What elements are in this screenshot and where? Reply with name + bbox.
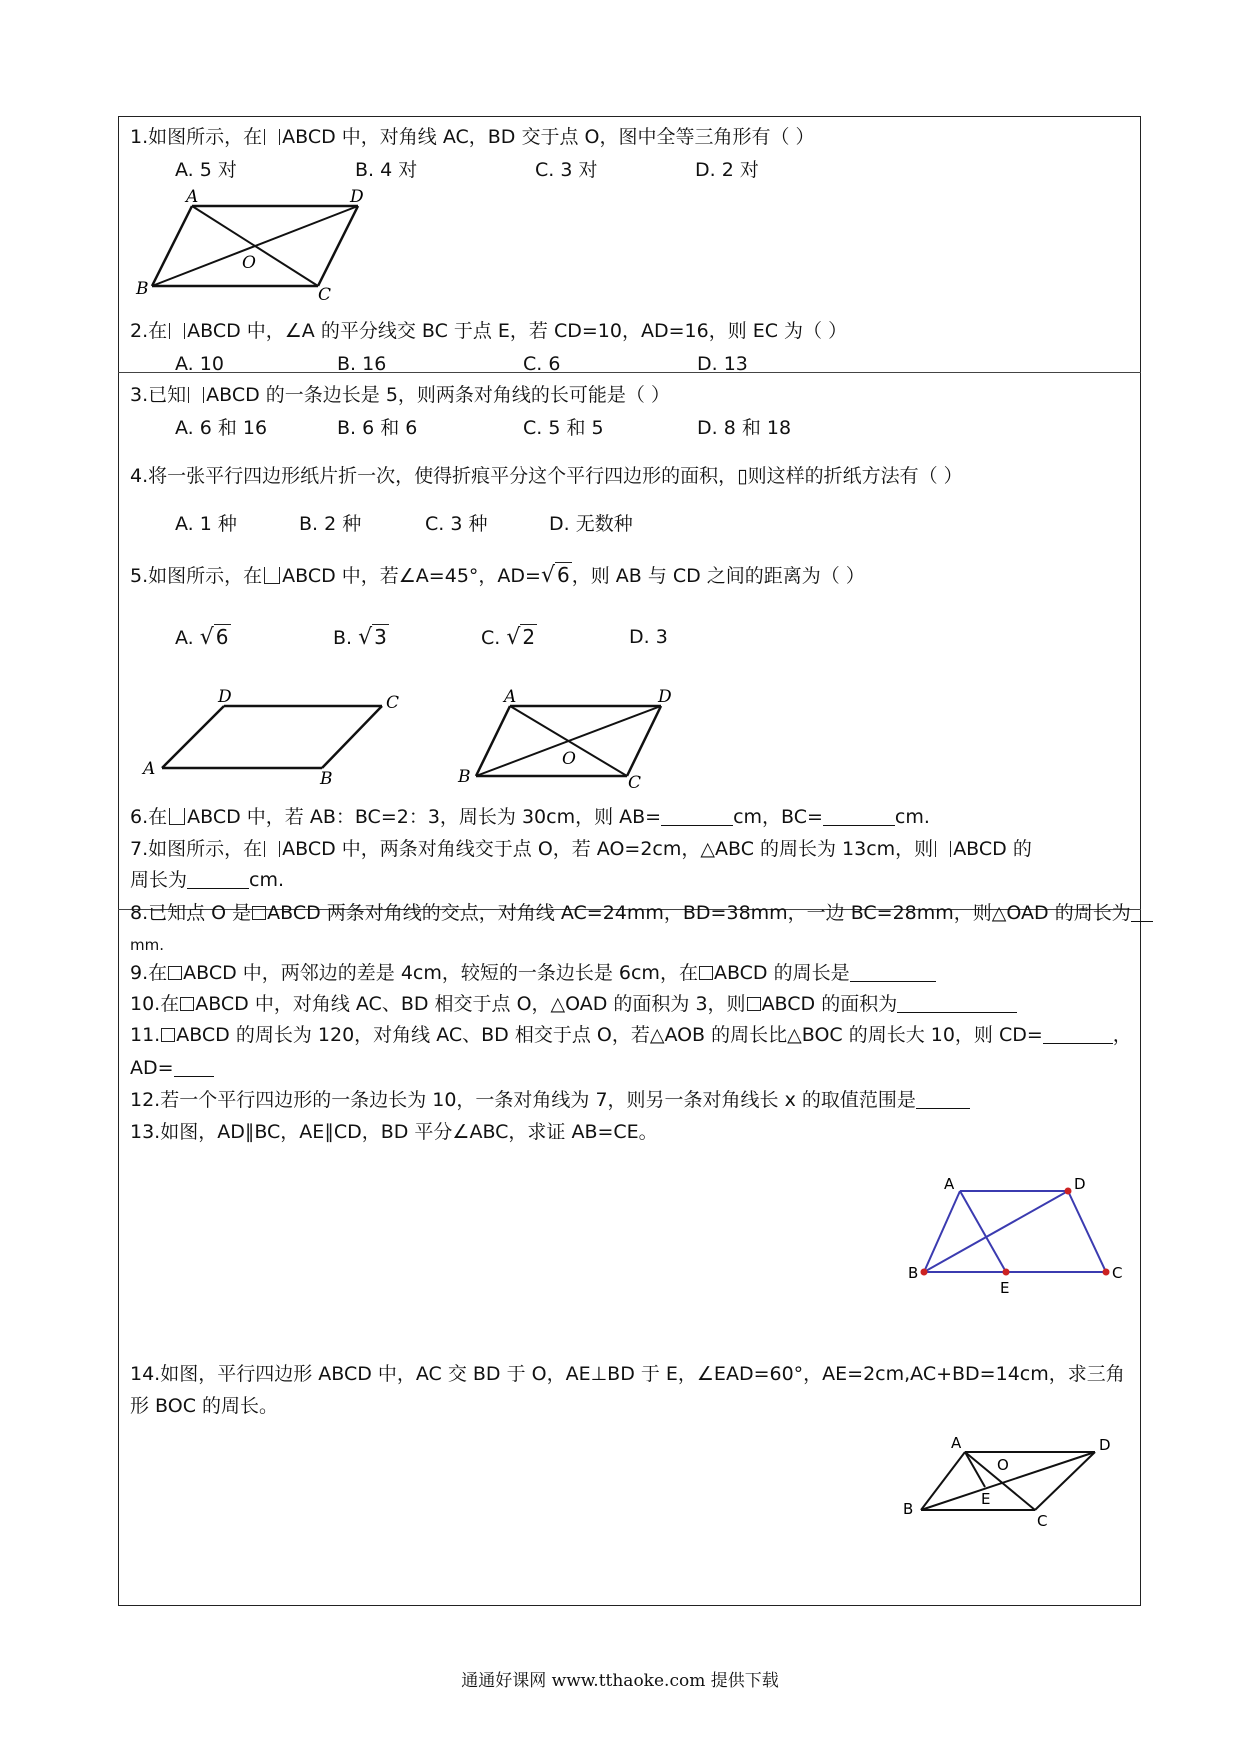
option-d[interactable]: D. 3: [629, 626, 668, 648]
question-11: 11. ABCD 的周长为 120，对角线 AC、BD 相交于点 O，若△AOB 的周长比△BOC 的周长大 10，则 CD= ，: [130, 1024, 1132, 1046]
question-11-line-2: AD=: [130, 1056, 214, 1080]
question-9: 9.在 ABCD 中，两邻边的差是 4cm，较短的一条边长是 6cm，在 ABCD 的周长是: [130, 961, 936, 985]
question-3: 3.已知 ABCD 的一条边长是 5，则两条对角线的长可能是（ ）: [130, 384, 670, 406]
sqrt-expression: √ 6: [540, 563, 570, 588]
label-c: C: [1112, 1264, 1123, 1282]
figure-5b-parallelogram: [458, 687, 678, 793]
question-2: 2.在 ABCD 中，∠A 的平分线交 BC 于点 E，若 CD=10，AD=16，则 EC 为（ ）: [130, 320, 848, 342]
question-4: 4.将一张平行四边形纸片折一次，使得折痕平分这个平行四边形的面积，▯则这样的折纸方法有（ ）: [130, 465, 963, 487]
label-b: B: [320, 769, 333, 789]
option-a[interactable]: A. 1 种: [175, 513, 237, 535]
question-14: 14.如图，平行四边形 ABCD 中，AC 交 BD 于 O，AE⊥BD 于 E，∠EAD=60°，AE=2cm,AC+BD=14cm，求三角: [130, 1363, 1125, 1385]
label-a: A: [143, 759, 156, 779]
label-a: A: [504, 687, 517, 707]
figure-13-trapezoid: [900, 1175, 1140, 1295]
parallelogram-box-icon: [699, 966, 713, 980]
point-d: [1065, 1188, 1072, 1195]
label-e: E: [981, 1490, 991, 1508]
figure-1-parallelogram: [130, 187, 370, 305]
parallelogram-symbol-icon: [188, 387, 204, 403]
label-c: C: [1037, 1512, 1048, 1530]
parallelogram-symbol-icon: [264, 129, 280, 145]
footer-credit: 通通好课网 www.tthaoke.com 提供下载: [461, 1671, 779, 1691]
option-b[interactable]: B. 6 和 6: [337, 417, 418, 439]
point-b: [921, 1269, 928, 1276]
question-6: 6.在 ABCD 中，若 AB：BC=2：3，周长为 30cm，则 AB= cm，BC= cm.: [130, 806, 930, 828]
label-d: D: [658, 687, 672, 707]
parallelogram-symbol-icon: [264, 841, 280, 857]
label-e: E: [1000, 1279, 1010, 1297]
label-a: A: [186, 187, 199, 207]
question-1: 1.如图所示，在 ABCD 中，对角线 AC，BD 交于点 O，图中全等三角形有（ ）: [130, 126, 815, 148]
option-d[interactable]: D. 8 和 18: [697, 417, 792, 439]
option-d[interactable]: D. 13: [697, 353, 748, 375]
option-c[interactable]: C. 5 和 5: [523, 417, 604, 439]
parallelogram-box-icon: [252, 906, 266, 920]
answer-blank-oad[interactable]: [1131, 903, 1153, 922]
label-b: B: [458, 767, 471, 787]
parallelogram-symbol-icon: [264, 567, 280, 584]
question-14-line-2: 形 BOC 的周长。: [130, 1395, 279, 1417]
label-c: C: [318, 285, 332, 305]
parallelogram-symbol-icon: [169, 323, 185, 339]
parallelogram-box-icon: [747, 997, 761, 1011]
label-b: B: [908, 1264, 919, 1282]
answer-blank-bc[interactable]: [823, 807, 895, 826]
option-a[interactable]: A. 10: [175, 353, 224, 375]
answer-blank-cd[interactable]: [1043, 1025, 1113, 1044]
label-o: O: [242, 253, 256, 273]
question-13: 13.如图，AD∥BC，AE∥CD，BD 平分∠ABC，求证 AB=CE。: [130, 1121, 658, 1143]
figure-14-parallelogram: [895, 1432, 1135, 1537]
option-a[interactable]: A. 6 和 16: [175, 417, 268, 439]
label-b: B: [903, 1500, 914, 1518]
option-c[interactable]: C. 6: [523, 353, 561, 375]
parallelogram-symbol-icon: [935, 841, 951, 857]
answer-blank-ad[interactable]: [174, 1058, 214, 1077]
option-a[interactable]: A. 5 对: [175, 159, 237, 181]
label-d: D: [1074, 1175, 1086, 1193]
label-b: B: [136, 279, 149, 299]
question-12: 12.若一个平行四边形的一条边长为 10，一条对角线为 7，则另一条对角线长 x 的取值范围是: [130, 1088, 970, 1112]
answer-blank-ab[interactable]: [661, 807, 733, 826]
option-d[interactable]: D. 无数种: [549, 513, 633, 535]
label-d: D: [218, 687, 232, 707]
parallelogram-symbol-icon: [169, 808, 185, 825]
label-o: O: [562, 749, 576, 769]
parallelogram-box-icon: [161, 1028, 175, 1042]
label-o: O: [997, 1456, 1009, 1474]
option-c[interactable]: C. 3 种: [425, 513, 488, 535]
question-7: 7.如图所示，在 ABCD 中，两条对角线交于点 O，若 AO=2cm，△ABC 的周长为 13cm，则 ABCD 的: [130, 838, 1032, 860]
option-c[interactable]: C. 3 对: [535, 159, 598, 181]
answer-blank-perimeter[interactable]: [850, 963, 936, 982]
label-d: D: [350, 187, 364, 207]
label-c: C: [628, 773, 642, 793]
label-d: D: [1099, 1436, 1111, 1454]
option-c[interactable]: C. √ 2: [481, 625, 536, 650]
point-e: [1003, 1269, 1010, 1276]
divider: [118, 372, 1141, 373]
answer-blank-area[interactable]: [897, 994, 1017, 1013]
parallelogram-box-icon: [168, 966, 182, 980]
answer-blank-range[interactable]: [916, 1090, 970, 1109]
question-7-line-2: 周长为 cm.: [130, 869, 285, 891]
question-8: 8.已知点 O 是 ABCD 两条对角线的交点，对角线 AC=24mm，BD=38mm，一边 BC=28mm，则△OAD 的周长为: [130, 901, 1153, 925]
question-5: 5.如图所示，在 ABCD 中，若∠A=45°，AD=√ 6 ，则 AB 与 CD 之间的距离为（ ）: [130, 563, 865, 588]
label-c: C: [386, 693, 400, 713]
option-b[interactable]: B. √ 3: [333, 625, 387, 650]
point-c: [1103, 1269, 1110, 1276]
option-b[interactable]: B. 16: [337, 353, 387, 375]
option-d[interactable]: D. 2 对: [695, 159, 759, 181]
label-a: A: [951, 1434, 962, 1452]
parallelogram-box-icon: [180, 997, 194, 1011]
figure-5a-parallelogram: [140, 684, 410, 789]
question-8-line-2: mm.: [130, 936, 164, 954]
question-10: 10.在 ABCD 中，对角线 AC、BD 相交于点 O，△OAD 的面积为 3，则 ABCD 的面积为: [130, 992, 1017, 1016]
option-b[interactable]: B. 4 对: [355, 159, 418, 181]
option-b[interactable]: B. 2 种: [299, 513, 362, 535]
label-a: A: [944, 1175, 955, 1193]
answer-blank-perimeter[interactable]: [187, 870, 249, 889]
option-a[interactable]: A. √ 6: [175, 625, 229, 650]
